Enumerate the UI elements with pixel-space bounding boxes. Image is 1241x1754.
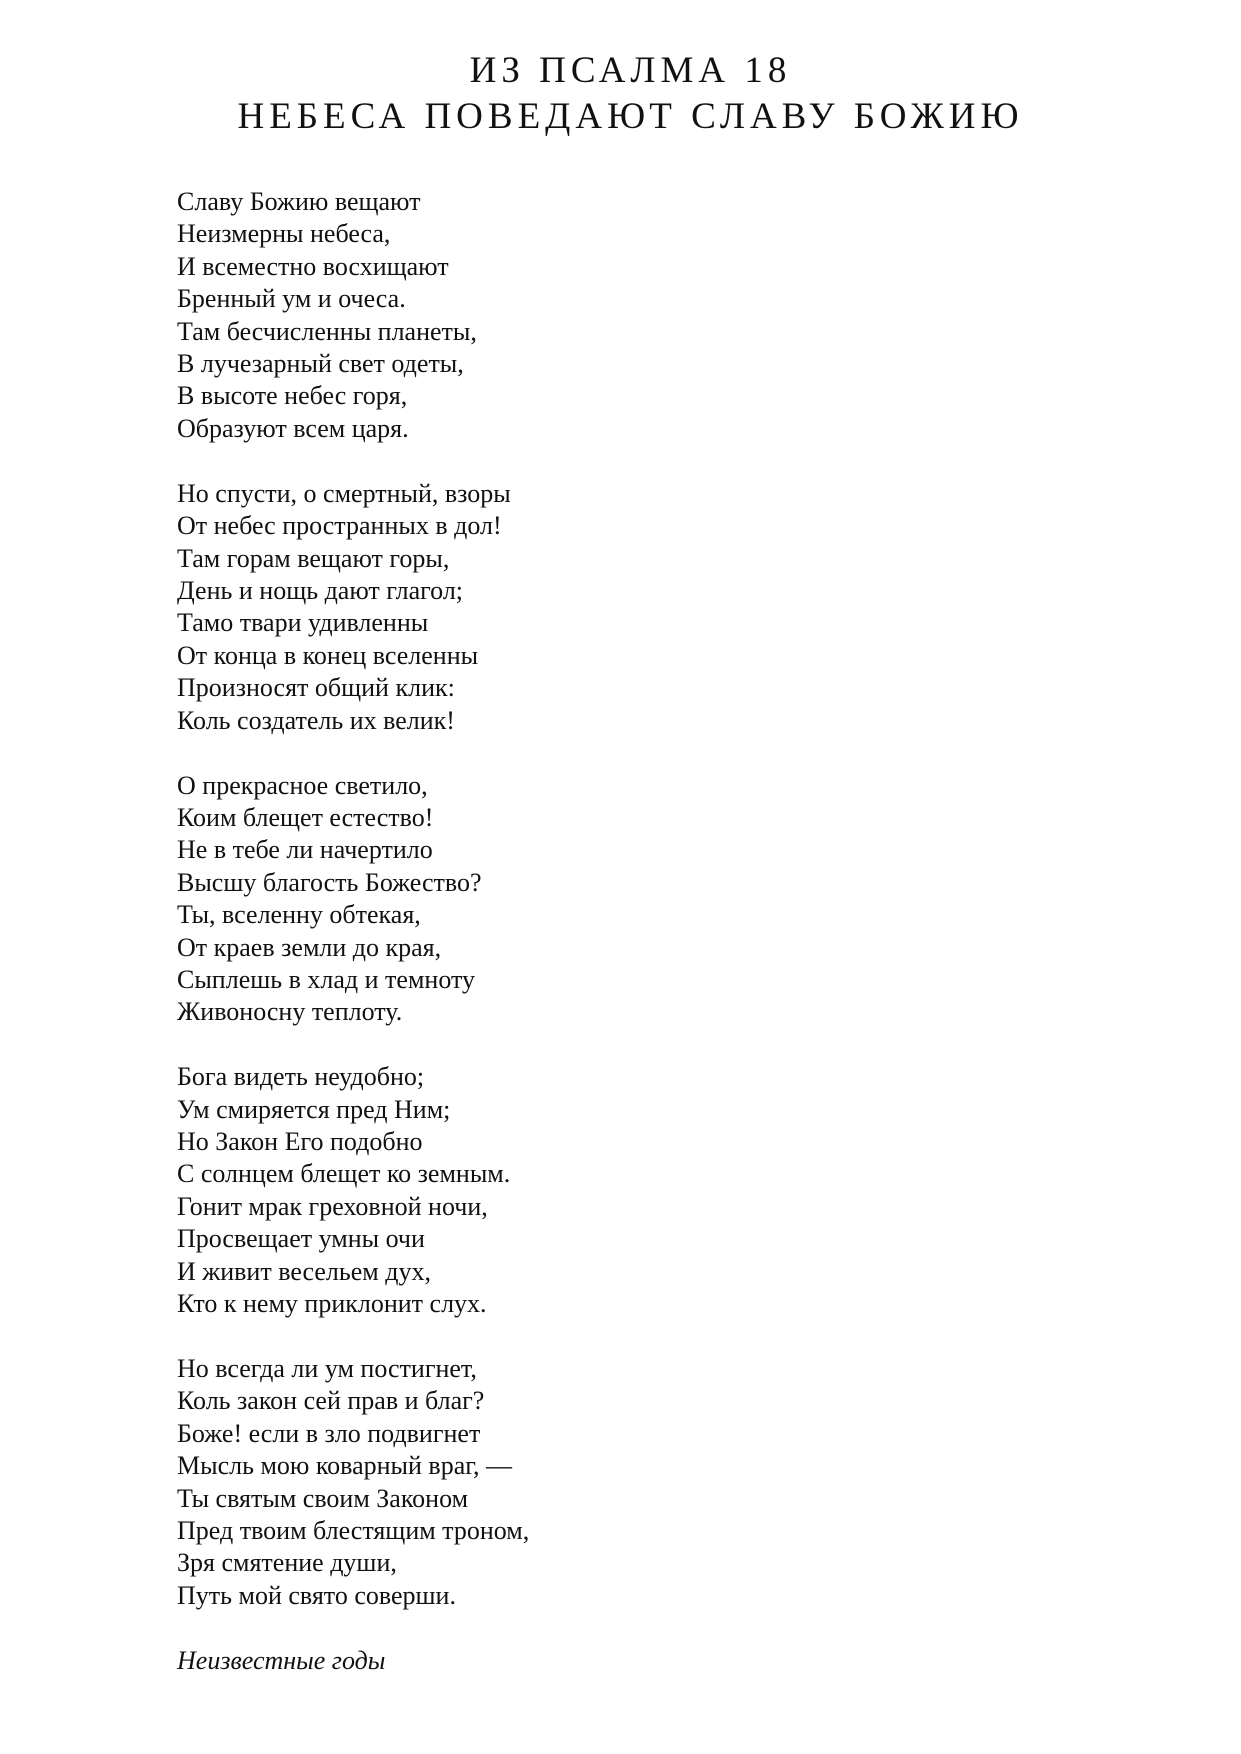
poem-line: От небес пространных в дол! xyxy=(177,511,502,541)
poem-line: В лучезарный свет одеты, xyxy=(177,349,464,379)
poem-line: От конца в конец вселенны xyxy=(177,640,479,670)
poem-line: Не в тебе ли начертило xyxy=(177,835,433,865)
poem-line: Но Закон Его подобно xyxy=(177,1127,423,1157)
poem-line: Ум смиряется пред Ним; xyxy=(177,1094,451,1124)
poem-line: Мысль мою коварный враг, — xyxy=(177,1451,512,1481)
poem-line: Боже! если в зло подвигнет xyxy=(177,1418,481,1448)
poem-line: С солнцем блещет ко земным. xyxy=(177,1159,511,1189)
poem-line: И всеместно восхищают xyxy=(177,251,449,281)
poem-line: Гонит мрак греховной ночи, xyxy=(177,1191,488,1221)
poem-line: О прекрасное светило, xyxy=(177,770,428,800)
poem-line: Просвещает умны очи xyxy=(177,1224,425,1254)
stanza-4 xyxy=(177,1061,1077,1320)
poem-line: Сыплешь в хлад и темноту xyxy=(177,964,475,994)
poem-date: Неизвестные годы xyxy=(177,1645,386,1675)
poem-line: Коль создатель их велик! xyxy=(177,705,455,735)
poem-line: Но всегда ли ум постигнет, xyxy=(177,1354,477,1383)
poem-line: Ты, вселенну обтекая, xyxy=(177,900,421,930)
poem-line: Там горам вещают горы, xyxy=(177,543,450,573)
poem-line: Бренный ум и очеса. xyxy=(177,284,406,314)
poem-line: Высшу благость Божество? xyxy=(177,867,482,897)
poem-body xyxy=(177,186,1077,1677)
poem-line: Неизмерны небеса, xyxy=(177,219,391,249)
stanza-2 xyxy=(177,478,1077,737)
stanza-3 xyxy=(177,770,1077,1029)
poem-line: Пред твоим блестящим троном, xyxy=(177,1516,530,1546)
stanza-1 xyxy=(177,186,1077,445)
poem-title: ИЗ ПСАЛМА 18 xyxy=(469,50,792,91)
poem-subtitle: НЕБЕСА ПОВЕДАЮТ СЛАВУ БОЖИЮ xyxy=(237,96,1024,137)
poem-line: Коим блещет естество! xyxy=(177,802,434,832)
poem-line: Произносят общий клик: xyxy=(177,673,455,703)
poem-line: Ты святым своим Законом xyxy=(177,1483,469,1513)
poem-line: Но спусти, о смертный, взоры xyxy=(177,478,511,508)
poem-line: Тамо твари удивленны xyxy=(177,608,429,638)
poem-line: Зря смятение души, xyxy=(177,1548,397,1578)
poem-line: От краев земли до края, xyxy=(177,932,442,962)
poem-line: Путь мой свято соверши. xyxy=(177,1580,456,1610)
poem-line: Славу Божию вещают xyxy=(177,187,421,216)
stanza-5 xyxy=(177,1353,1077,1612)
poem-line: Бога видеть неудобно; xyxy=(177,1062,425,1092)
poem-line: Живоносну теплоту. xyxy=(177,997,403,1027)
poem-line: Образуют всем царя. xyxy=(177,413,409,443)
poem-line: И живит весельем дух, xyxy=(177,1256,431,1286)
poem-line: Там бесчисленны планеты, xyxy=(177,316,477,346)
poem-line: День и нощь дают глагол; xyxy=(177,575,464,605)
poem-line: Коль закон сей прав и благ? xyxy=(177,1386,485,1416)
poem-line: В высоте небес горя, xyxy=(177,381,408,411)
poem-line: Кто к нему приклонит слух. xyxy=(177,1289,487,1319)
